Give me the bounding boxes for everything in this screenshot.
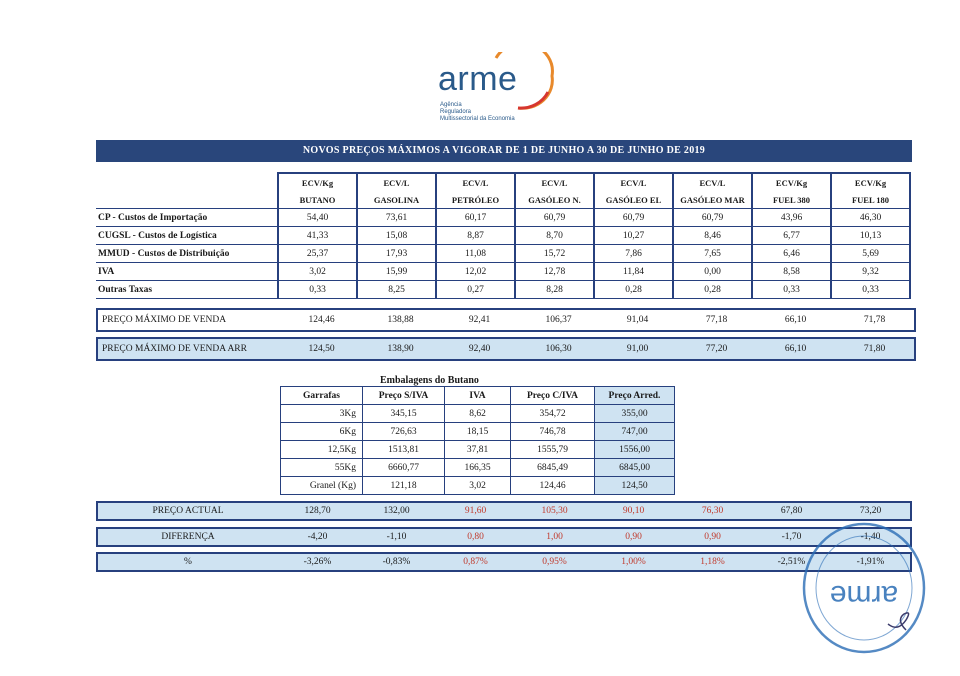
row-label: MMUD - Custos de Distribuição (96, 245, 278, 263)
pmv-row: PREÇO MÁXIMO DE VENDA 124,46 138,88 92,41 106,37 91,04 77,18 66,10 71,78 (96, 308, 916, 332)
row-label: IVA (96, 263, 278, 281)
unit-cell: ECV/Kg (752, 173, 831, 191)
pmv-arr-label: PREÇO MÁXIMO DE VENDA ARR (102, 344, 247, 354)
unit-cell: ECV/Kg (831, 173, 910, 191)
unit-cell: ECV/L (515, 173, 594, 191)
product-header: FUEL 380 (752, 191, 831, 209)
pmv-arr-row: PREÇO MÁXIMO DE VENDA ARR 124,50 138,90 92,40 106,30 91,00 77,20 66,10 71,80 (96, 337, 916, 361)
product-header: GASOLINA (357, 191, 436, 209)
table-row: Granel (Kg) 121,18 3,02 124,46 124,50 (281, 477, 675, 495)
embalagens-title: Embalagens do Butano (380, 375, 479, 386)
table-row: 55Kg 6660,77 166,35 6845,49 6845,00 (281, 459, 675, 477)
table-row: IVA 3,02 15,99 12,02 12,78 11,84 0,00 8,58 9,32 (96, 263, 910, 281)
row-label: Outras Taxas (96, 281, 278, 299)
product-header: GASÓLEO EL (594, 191, 673, 209)
table-row: CUGSL - Custos de Logística 41,33 15,08 8,87 8,70 10,27 8,46 6,77 10,13 (96, 227, 910, 245)
diferenca-label: DIFERENÇA (161, 532, 215, 542)
percent-label: % (184, 557, 192, 567)
table-row: Outras Taxas 0,33 8,25 0,27 8,28 0,28 0,28 0,33 0,33 (96, 281, 910, 299)
unit-cell: ECV/L (594, 173, 673, 191)
products-row (96, 191, 910, 209)
svg-text:arme: arme (829, 579, 899, 612)
percent-row: % -3,26% -0,83% 0,87% 0,95% 1,00% 1,18% -2,51% -1,91% (96, 552, 912, 572)
embalagens-header-row: Garrafas Preço S/IVA IVA Preço C/IVA Preço Arred. (281, 387, 675, 405)
product-header: FUEL 180 (831, 191, 910, 209)
table-row: MMUD - Custos de Distribuição 25,37 17,93 11,08 15,72 7,86 7,65 6,46 5,69 (96, 245, 910, 263)
logo-subtitle: Agência Reguladora Multissectorial da Economia (440, 102, 515, 122)
preco-actual-row: PREÇO ACTUAL 128,70 132,00 91,60 105,30 90,10 76,30 67,80 73,20 (96, 501, 912, 521)
preco-actual-label: PREÇO ACTUAL (152, 506, 224, 516)
table-row: CP - Custos de Importação 54,40 73,61 60,17 60,79 60,79 60,79 43,96 46,30 (96, 209, 910, 227)
page-title: NOVOS PREÇOS MÁXIMOS A VIGORAR DE 1 DE JUNHO A 30 DE JUNHO DE 2019 (96, 140, 912, 162)
units-row (96, 173, 910, 191)
product-header: GASÓLEO MAR (673, 191, 752, 209)
unit-cell: ECV/L (673, 173, 752, 191)
table-row: 12,5Kg 1513,81 37,81 1555,79 1556,00 (281, 441, 675, 459)
unit-cell: ECV/L (357, 173, 436, 191)
arme-logo (436, 52, 556, 130)
unit-cell: ECV/L (436, 173, 515, 191)
table-row: 3Kg 345,15 8,62 354,72 355,00 (281, 405, 675, 423)
pmv-label: PREÇO MÁXIMO DE VENDA (102, 315, 227, 325)
product-header: GASÓLEO N. (515, 191, 594, 209)
table-row: 6Kg 726,63 18,15 746,78 747,00 (281, 423, 675, 441)
logo-wordmark: arme (438, 60, 518, 98)
embalagens-table (280, 386, 675, 495)
official-stamp-icon (792, 512, 932, 662)
price-structure-table (96, 172, 911, 299)
row-label: CUGSL - Custos de Logística (96, 227, 278, 245)
unit-cell: ECV/Kg (278, 173, 357, 191)
diferenca-row: DIFERENÇA -4,20 -1,10 0,80 1,00 0,90 0,90 -1,70 -1,40 (96, 527, 912, 547)
product-header: PETRÓLEO (436, 191, 515, 209)
product-header: BUTANO (278, 191, 357, 209)
row-label: CP - Custos de Importação (96, 209, 278, 227)
